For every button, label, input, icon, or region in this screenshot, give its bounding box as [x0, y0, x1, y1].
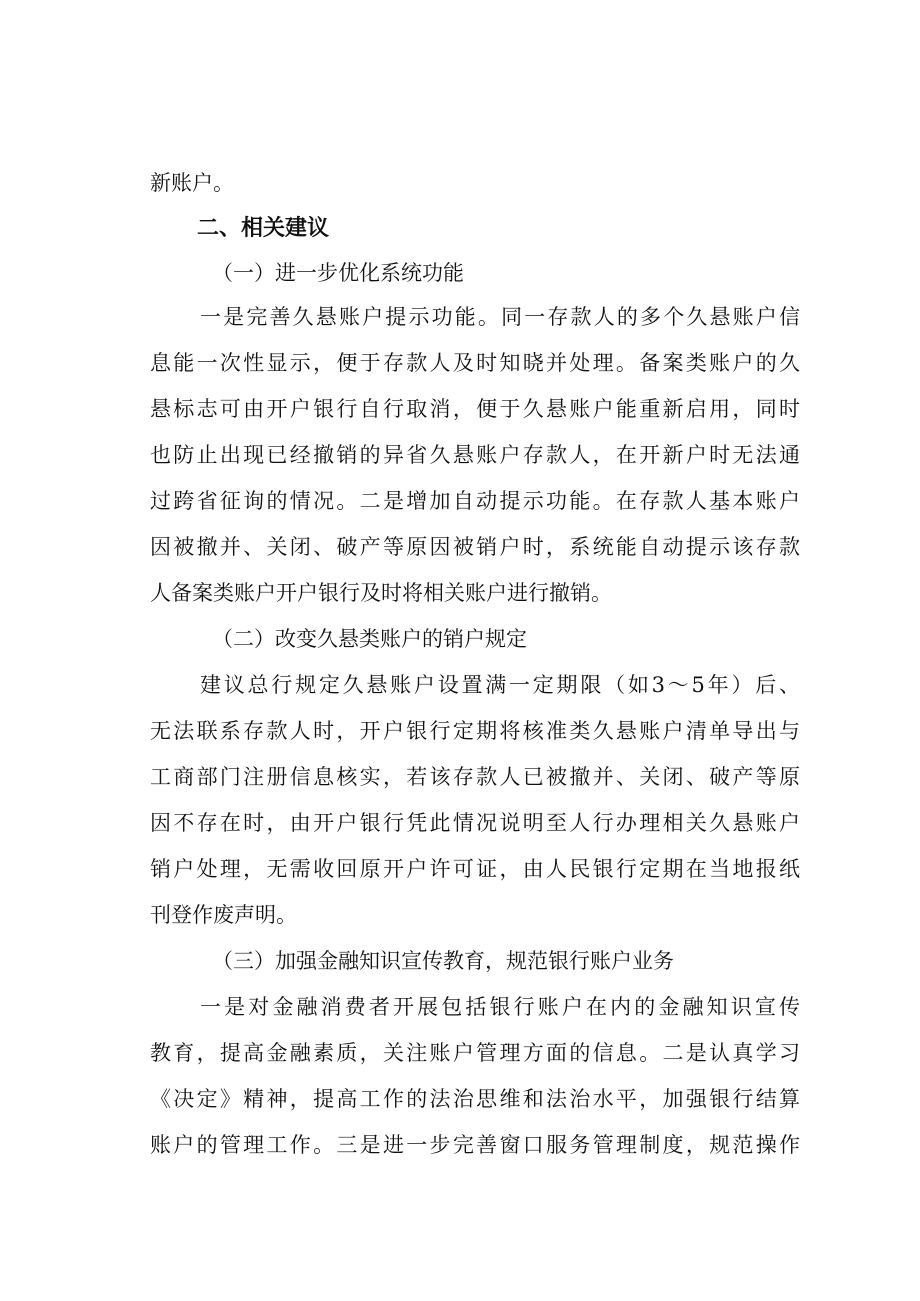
section-heading: 二、相关建议: [197, 216, 330, 241]
body-line: 因被撤并、关闭、破产等原因被销户时，系统能自动提示该存款: [150, 535, 800, 559]
subsection-heading-3: （三）加强金融知识宣传教育，规范银行账户业务: [212, 949, 674, 973]
body-line: 工商部门注册信息核实，若该存款人已被撤并、关闭、破产等原: [150, 765, 800, 789]
body-line: 无法联系存款人时，开户银行定期将核准类久悬账户清单导出与: [150, 719, 800, 743]
body-line: 教育，提高金融素质，关注账户管理方面的信息。二是认真学习: [150, 1041, 800, 1065]
body-line: 息能一次性显示，便于存款人及时知晓并处理。备案类账户的久: [150, 351, 800, 375]
subsection-heading-1: （一）进一步优化系统功能: [212, 261, 464, 285]
body-line: 刊登作废声明。: [150, 903, 297, 927]
body-line: 一是对金融消费者开展包括银行账户在内的金融知识宣传: [200, 995, 800, 1019]
body-line: 建议总行规定久悬账户设置满一定期限（如3～5年）后、: [200, 673, 800, 697]
body-line: 人备案类账户开户银行及时将相关账户进行撤销。: [150, 581, 612, 605]
body-line: 账户的管理工作。三是进一步完善窗口服务管理制度，规范操作: [150, 1133, 800, 1157]
subsection-heading-2: （二）改变久悬类账户的销户规定: [212, 627, 527, 651]
body-line: 悬标志可由开户银行自行取消，便于久悬账户能重新启用，同时: [150, 397, 800, 421]
paragraph-tail-line: 新账户。: [150, 171, 234, 195]
body-line: 因不存在时，由开户银行凭此情况说明至人行办理相关久悬账户: [150, 811, 800, 835]
body-line: 销户处理，无需收回原开户许可证，由人民银行定期在当地报纸: [150, 857, 800, 881]
body-line: 也防止出现已经撤销的异省久悬账户存款人，在开新户时无法通: [150, 443, 800, 467]
body-line: 《决定》精神，提高工作的法治思维和法治水平，加强银行结算: [150, 1087, 800, 1111]
body-line: 一是完善久悬账户提示功能。同一存款人的多个久悬账户信: [200, 305, 800, 329]
body-line: 过跨省征询的情况。二是增加自动提示功能。在存款人基本账户: [150, 489, 800, 513]
